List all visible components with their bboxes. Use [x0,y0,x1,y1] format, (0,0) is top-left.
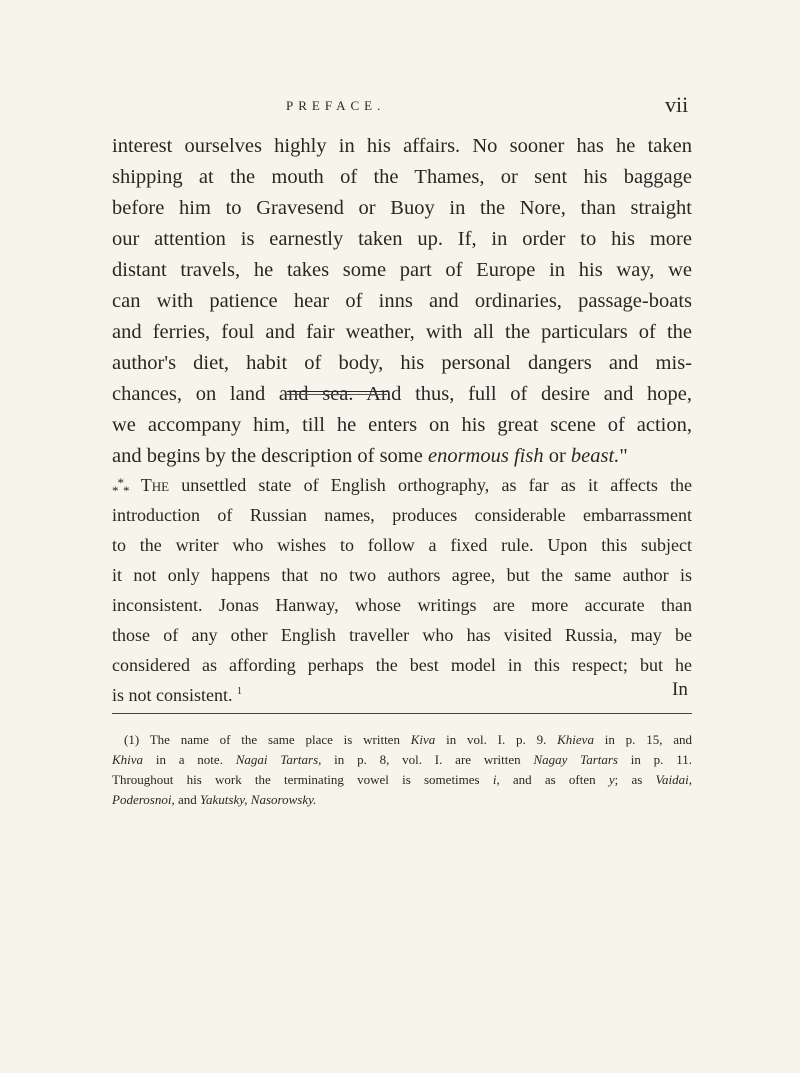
footnote-segment: in p. 11. [618,752,692,767]
note-line: considered as affording perhaps the best model in this respect; but he [112,655,692,675]
footnote-rule [112,713,692,714]
body-paragraph [112,131,692,472]
body-line: we accompany him, till he enters on his great scene of action, [112,414,692,436]
closing-quote: " [619,445,628,467]
italic-phrase: beast. [570,445,620,467]
body-line: author's diet, habit of body, his personal dangers and mis- [112,352,692,374]
asterism-icon: *** [112,475,129,498]
footnote-italic: Khieva [557,732,594,747]
footnote-italic: y [608,772,615,787]
note-line: inconsistent. Jonas Hanway, whose writings are more accurate than [112,595,692,615]
footnote-segment: in vol. I. p. 9. [435,732,558,747]
body-line-last [112,441,692,472]
note-line-last [112,680,692,710]
note-paragraph [112,470,692,710]
body-line: and ferries, foul and fair weather, with all the particulars of the [112,321,692,343]
footnote-line [112,750,692,770]
body-line: interest ourselves highly in his affairs. No sooner has he taken [112,135,692,157]
footnote-segment: and [174,792,200,807]
body-line: before him to Gravesend or Buoy in the Nore, than straight [112,197,692,219]
body-text-segment: and begins by the description of some [112,445,428,467]
footnote-line [112,730,692,750]
note-line: to the writer who wishes to follow a fixed rule. Upon this subject [112,535,692,555]
footnote-italic: Nagay Tartars [533,752,618,767]
footnote-line [112,790,692,810]
footnote-line [112,770,692,790]
body-line: chances, on land and sea. And thus, full of desire and hope, [112,383,692,405]
section-divider [287,391,387,395]
footnote-italic: Poderosnoi, [112,792,175,807]
footnote-italic: Khiva [112,752,144,767]
note-line [112,470,692,500]
footnote [112,730,692,810]
running-head: PREFACE. [286,98,386,113]
footnote-segment: in p. 8, vol. I. are written [321,752,534,767]
footnote-segment: (1) The name of the same place is written [124,732,411,747]
body-line: distant travels, he takes some part of Europe in his way, we [112,259,692,281]
footnote-italic: i, [492,772,500,787]
note-text-segment: unsettled state of English orthography, as far as it affects the [169,475,693,495]
body-line: shipping at the mouth of the Thames, or sent his baggage [112,166,692,188]
footnote-segment: and as often [499,772,609,787]
footnote-italic: Kiva [410,732,436,747]
footnote-segment: ; as [614,772,656,787]
body-line: can with patience hear of inns and ordinaries, passage-boats [112,290,692,312]
footnote-segment: in a note. [143,752,236,767]
footnote-segment: Throughout his work the terminating vowel is sometimes [112,772,493,787]
page-number: vii [665,92,689,117]
note-line: those of any other English traveller who has visited Russia, may be [112,625,692,645]
note-line: introduction of Russian names, produces considerable embarrassment [112,505,692,525]
body-text-segment: or [543,445,571,467]
footnote-italic: Nagai Tartars, [235,752,322,767]
note-first-word: The [140,475,170,495]
footnote-segment: in p. 15, and [593,732,692,747]
page-header [0,92,800,122]
italic-phrase: enormous fish [427,445,544,467]
body-line: our attention is earnestly taken up. If, in order to his more [112,228,692,250]
note-text-segment: is not consistent. [112,685,233,705]
footnote-reference: 1 [237,686,242,697]
footnote-italic: Yakutsky, Nasorowsky. [200,792,317,807]
catchword: In [672,679,688,700]
footnote-italic: Vaidai, [655,772,692,787]
note-line: it not only happens that no two authors agree, but the same author is [112,565,692,585]
